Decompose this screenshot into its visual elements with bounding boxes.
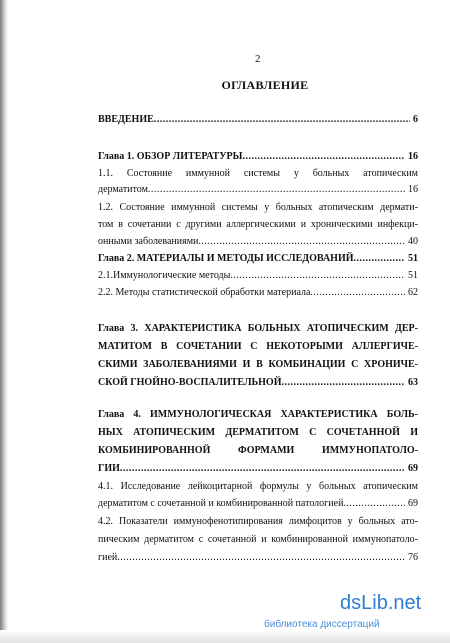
toc-entry-label: онными заболеваниями [98, 236, 199, 247]
toc-entry-1-2[interactable] [98, 235, 418, 249]
toc-entry-label: Глава 2. МАТЕРИАЛЫ И МЕТОДЫ ИССЛЕДОВАНИЙ [98, 253, 354, 264]
toc-leader-dots [148, 183, 405, 197]
page-bottom-shadow [0, 630, 450, 643]
toc-entry-chapter-2[interactable] [98, 252, 418, 266]
toc-entry-4-1-line-1: 4.1. Исследование лейкоцитарной формулы у больных атопическим [98, 481, 418, 492]
toc-page-number: 51 [408, 253, 418, 264]
toc-entry-chapter-4-line-1: Глава 4. ИММУНОЛОГИЧЕСКАЯ ХАРАКТЕРИСТИКА БОЛЬ- [98, 409, 418, 420]
toc-leader-dots [343, 497, 405, 511]
toc-entry-label: ВВЕДЕНИЕ [98, 114, 154, 125]
page-number: 2 [255, 53, 261, 65]
toc-entry-4-2-line-1: 4.2. Показатели иммунофенотипирования лимфоцитов у больных ато- [98, 516, 418, 527]
toc-entry-label: 2.1.Иммунологические методы [98, 270, 231, 281]
toc-leader-dots [154, 113, 410, 127]
toc-entry-chapter-4-line-3: КОМБИНИРОВАННОЙ ФОРМАМИ ИММУНОПАТОЛО- [98, 445, 418, 456]
toc-page-number: 69 [408, 463, 418, 474]
toc-leader-dots [242, 150, 405, 164]
toc-entry-chapter-3-line-2: МАТИТОМ В СОЧЕТАНИИ С НЕКОТОРЫМИ АЛЛЕРГИЧЕ- [98, 341, 418, 352]
toc-entry-chapter-3-line-3: СКИМИ ЗАБОЛЕВАНИЯМИ И В КОМБИНАЦИИ С ХРОНИЧЕ- [98, 359, 418, 370]
toc-entry-label: ГИИ [98, 463, 120, 474]
toc-entry-label: гией [98, 552, 118, 563]
toc-page-number: 63 [408, 377, 418, 388]
toc-page-number: 16 [408, 184, 418, 195]
toc-entry-label: 2.2. Методы статистической обработки материала [98, 287, 311, 298]
toc-page-number: 40 [408, 236, 418, 247]
toc-entry-4-2-line-2: пическим дерматитом с сочетанной и комбинированной иммунопатоло- [98, 534, 418, 545]
watermark-logo [340, 592, 421, 615]
toc-entry-label: дерматитом [98, 184, 148, 195]
toc-page-number: 6 [413, 114, 418, 125]
toc-entry-1-1-line-1: 1.1. Состояние иммунной системы у больных атопическим [98, 168, 418, 179]
toc-leader-dots [282, 376, 406, 390]
toc-entry-4-1[interactable] [98, 497, 418, 511]
toc-entry-chapter-3-line-1: Глава 3. ХАРАКТЕРИСТИКА БОЛЬНЫХ АТОПИЧЕСКИМ ДЕР- [98, 323, 418, 334]
toc-entry-2-1[interactable] [98, 269, 418, 283]
toc-page-number: 16 [408, 151, 418, 162]
toc-entry-label: СКОЙ ГНОЙНО-ВОСПАЛИТЕЛЬНОЙ [98, 377, 282, 388]
toc-entry-1-2-line-1: 1.2. Состояние иммунной системы у больных атопическим дермати- [98, 202, 418, 213]
toc-entry-4-2[interactable] [98, 551, 418, 565]
toc-page-number: 51 [408, 270, 418, 281]
toc-entry-2-2[interactable] [98, 286, 418, 300]
toc-leader-dots [117, 551, 405, 565]
toc-leader-dots [120, 462, 405, 476]
watermark-subtitle: библиотека диссертаций [264, 619, 380, 630]
toc-leader-dots [198, 235, 405, 249]
toc-page-number: 62 [408, 287, 418, 298]
toc-leader-dots [230, 269, 405, 283]
toc-leader-dots [310, 286, 405, 300]
toc-entry-chapter-4-line-2: НЫХ АТОПИЧЕСКИМ ДЕРМАТИТОМ С СОЧЕТАННОЙ И [98, 427, 418, 438]
toc-entry-label: Глава 1. ОБЗОР ЛИТЕРАТУРЫ [98, 151, 243, 162]
toc-page-number: 76 [408, 552, 418, 563]
toc-entry-intro[interactable] [98, 113, 418, 127]
page-edge-shadow [0, 0, 8, 643]
toc-entry-label: дерматитом с сочетанной и комбинированной патологией [98, 498, 344, 509]
toc-leader-dots [354, 252, 406, 266]
toc-entry-1-1[interactable] [98, 183, 418, 197]
watermark-logo-text: dsLib.net [340, 592, 422, 614]
toc-entry-1-2-line-2: том в сочетании с другими аллергическими и хроническими инфекци- [98, 219, 418, 230]
toc-page-number: 69 [408, 498, 418, 509]
page-title: ОГЛАВЛЕНИЕ [221, 78, 309, 92]
toc-entry-chapter-1[interactable] [98, 150, 418, 164]
toc-entry-chapter-3[interactable] [98, 376, 418, 390]
toc-entry-chapter-4[interactable] [98, 462, 418, 476]
